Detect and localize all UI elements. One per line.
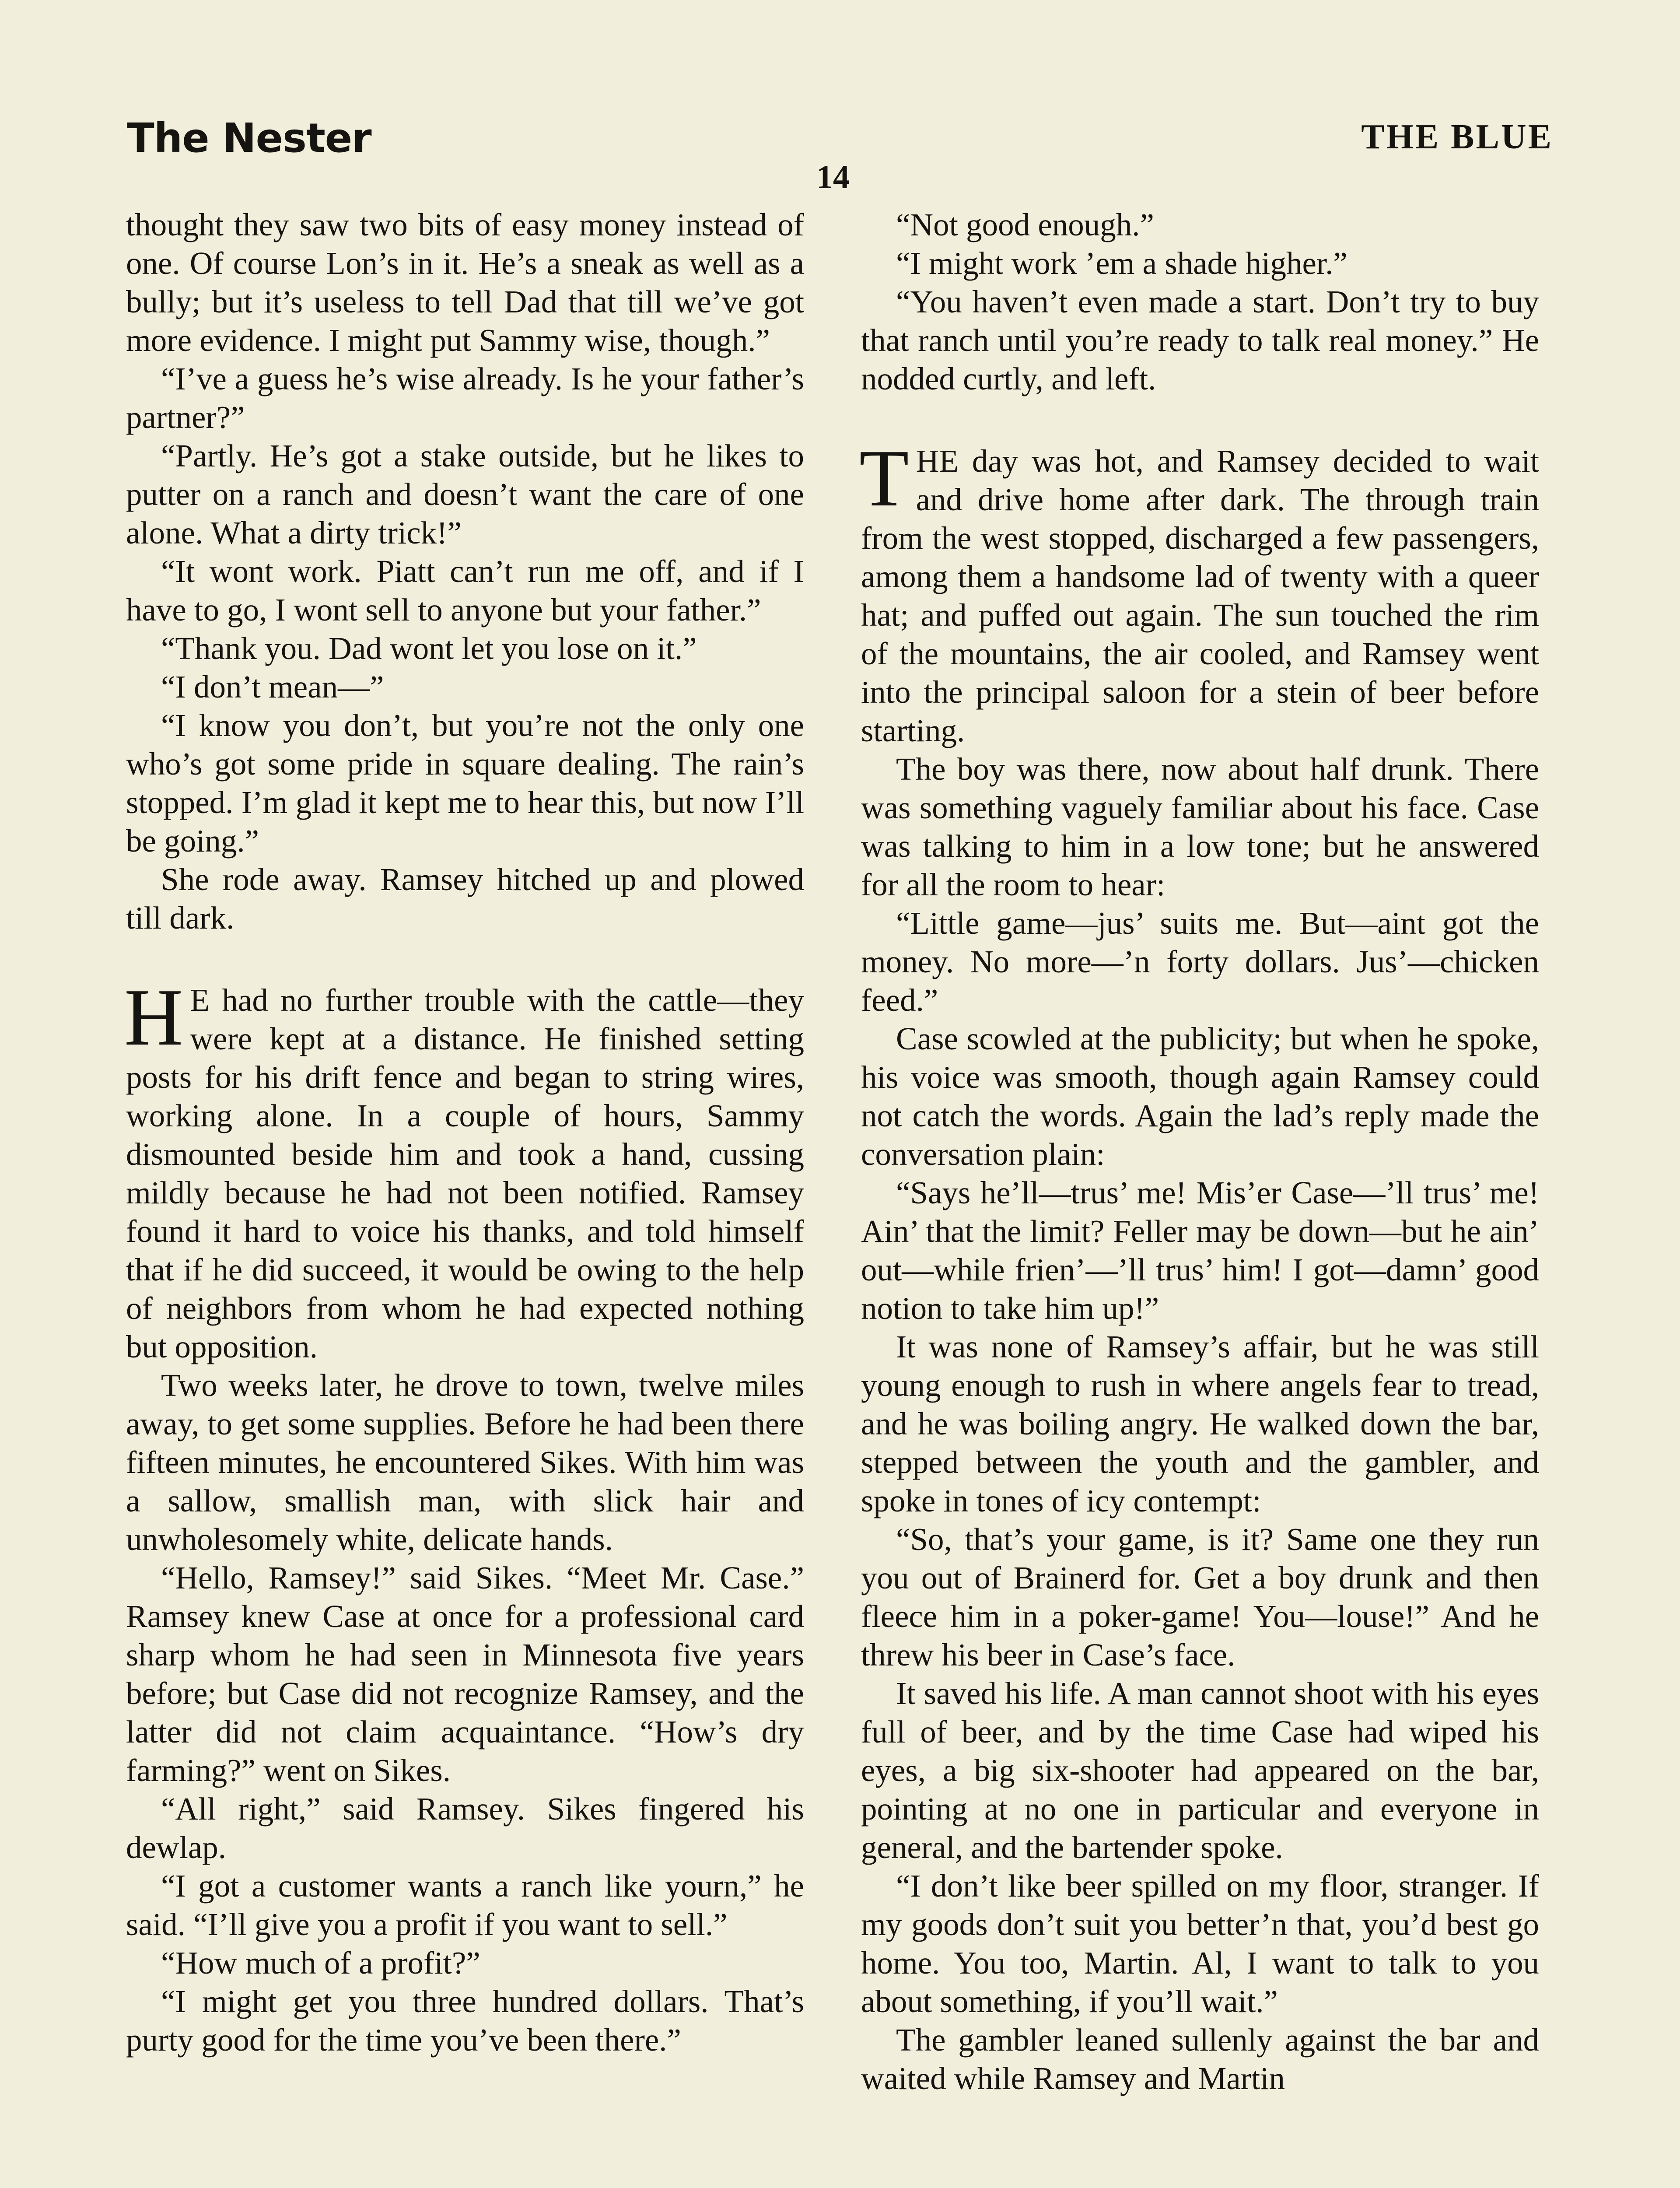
left-column xyxy=(126,206,804,2059)
section-opening-paragraph xyxy=(859,433,1539,750)
section-opening-paragraph xyxy=(124,972,804,1366)
paragraph: “Little game—jus’ suits me. But—aint got the money. No more—’n forty dollars. Jus’—chicken feed.” xyxy=(861,905,1539,1018)
paragraph: She rode away. Ramsey hitched up and plowed till dark. xyxy=(126,862,804,936)
paragraph-text: E had no further trouble with the cattle—they were kept at a distance. He finished setting posts for his drift fence and began to string wires, working alone. In a couple of hours, Sammy dismounted beside him and took a hand, cussing mildly because he had not been notified. Ramsey found it hard to voice his thanks, and told himself that if he did succeed, it would be owing to the help of neighbors from whom he had expected nothing but opposition. xyxy=(126,982,804,1364)
drop-cap: H xyxy=(124,972,183,1062)
paragraph: “Not good enough.” xyxy=(896,207,1154,242)
paragraph: thought they saw two bits of easy money instead of one. Of course Lon’s in it. He’s a sneak as well as a bully; but it’s useless to tell Dad that till we’ve got more evidence. I might put Sammy wise, though.” xyxy=(126,207,804,358)
paragraph: “I don’t like beer spilled on my floor, stranger. If my goods don’t suit you better’n that, you’d best go home. You too, Martin. Al, I want to talk to you about something, if you’ll wait.” xyxy=(861,1868,1539,2019)
paragraph: “You haven’t even made a start. Don’t try to buy that ranch until you’re ready to talk real money.” He nodded curtly, and left. xyxy=(861,284,1539,396)
paragraph: “How much of a profit?” xyxy=(161,1945,480,1981)
paragraph: “Partly. He’s got a stake outside, but he likes to putter on a ranch and doesn’t want the care of one alone. What a dirty trick!” xyxy=(126,438,804,551)
paragraph: Two weeks later, he drove to town, twelve miles away, to get some supplies. Before he had been there fifteen minutes, he encountered Sikes. With him was a sallow, smallish man, with slick hair and unwholesomely white, delicate hands. xyxy=(126,1368,804,1557)
paragraph: It was none of Ramsey’s affair, but he was still young enough to rush in where angels fear to tread, and he was boiling angry. He walked down the bar, stepped between the youth and the gambler, and spoke in tones of icy contempt: xyxy=(861,1329,1539,1518)
paragraph: “I don’t mean—” xyxy=(161,669,384,705)
paragraph: The boy was there, now about half drunk. There was something vaguely familiar about his face. Case was talking to him in a low tone; but he answered for all the room to hear: xyxy=(861,751,1539,902)
section-break xyxy=(861,398,1539,442)
section-break xyxy=(126,937,804,981)
paragraph: “I got a customer wants a ranch like yourn,” he said. “I’ll give you a profit if you want to sell.” xyxy=(126,1868,804,1942)
magazine-title: THE BLUE xyxy=(1361,118,1553,156)
drop-cap: T xyxy=(859,433,909,523)
page-number: 14 xyxy=(816,159,850,196)
paragraph: It saved his life. A man cannot shoot with his eyes full of beer, and by the time Case had wiped his eyes, a big six-shooter had appeared on the bar, pointing at no one in particular and everyone in general, and the bartender spoke. xyxy=(861,1676,1539,1865)
right-column xyxy=(861,206,1539,2098)
paragraph: “Says he’ll—trus’ me! Mis’er Case—’ll trus’ me! Ain’ that the limit? Feller may be down—but he ain’ out—while frien’—’ll trus’ him! I got—damn’ good notion to take him up!” xyxy=(861,1175,1539,1326)
paragraph: “It wont work. Piatt can’t run me off, and if I have to go, I wont sell to anyone but your father.” xyxy=(126,554,804,628)
paragraph: The gambler leaned sullenly against the bar and waited while Ramsey and Martin xyxy=(861,2022,1539,2096)
paragraph: “Thank you. Dad wont let you lose on it.” xyxy=(161,631,697,666)
paragraph: Case scowled at the publicity; but when he spoke, his voice was smooth, though again Ramsey could not catch the words. Again the lad’s reply made the conversation plain: xyxy=(861,1021,1539,1172)
paragraph-text: HE day was hot, and Ramsey decided to wait and drive home after dark. The through train from the west stopped, discharged a few passengers, among them a handsome lad of twenty with a queer hat; and puffed out again. The sun touched the rim of the mountains, the air cooled, and Ramsey went into the principal saloon for a stein of beer before starting. xyxy=(861,443,1539,748)
paragraph: “Hello, Ramsey!” said Sikes. “Meet Mr. Case.” Ramsey knew Case at once for a professional card sharp whom he had seen in Minnesota five years before; but Case did not recognize Ramsey, and the latter did not claim acquaintance. “How’s dry farming?” went on Sikes. xyxy=(126,1560,804,1788)
paragraph: “I might work ’em a shade higher.” xyxy=(896,245,1348,281)
paragraph: “I might get you three hundred dollars. That’s purty good for the time you’ve been there.” xyxy=(126,1984,804,2058)
paragraph: “So, that’s your game, is it? Same one they run you out of Brainerd for. Get a boy drunk and then fleece him in a poker-game! You—louse!” And he threw his beer in Case’s face. xyxy=(861,1522,1539,1673)
paragraph: “I’ve a guess he’s wise already. Is he your father’s partner?” xyxy=(126,361,804,435)
paragraph: “All right,” said Ramsey. Sikes fingered his dewlap. xyxy=(126,1791,804,1865)
paragraph: “I know you don’t, but you’re not the only one who’s got some pride in square dealing. The rain’s stopped. I’m glad it kept me to hear this, but now I’ll be going.” xyxy=(126,708,804,859)
story-title: The Nester xyxy=(127,115,371,161)
